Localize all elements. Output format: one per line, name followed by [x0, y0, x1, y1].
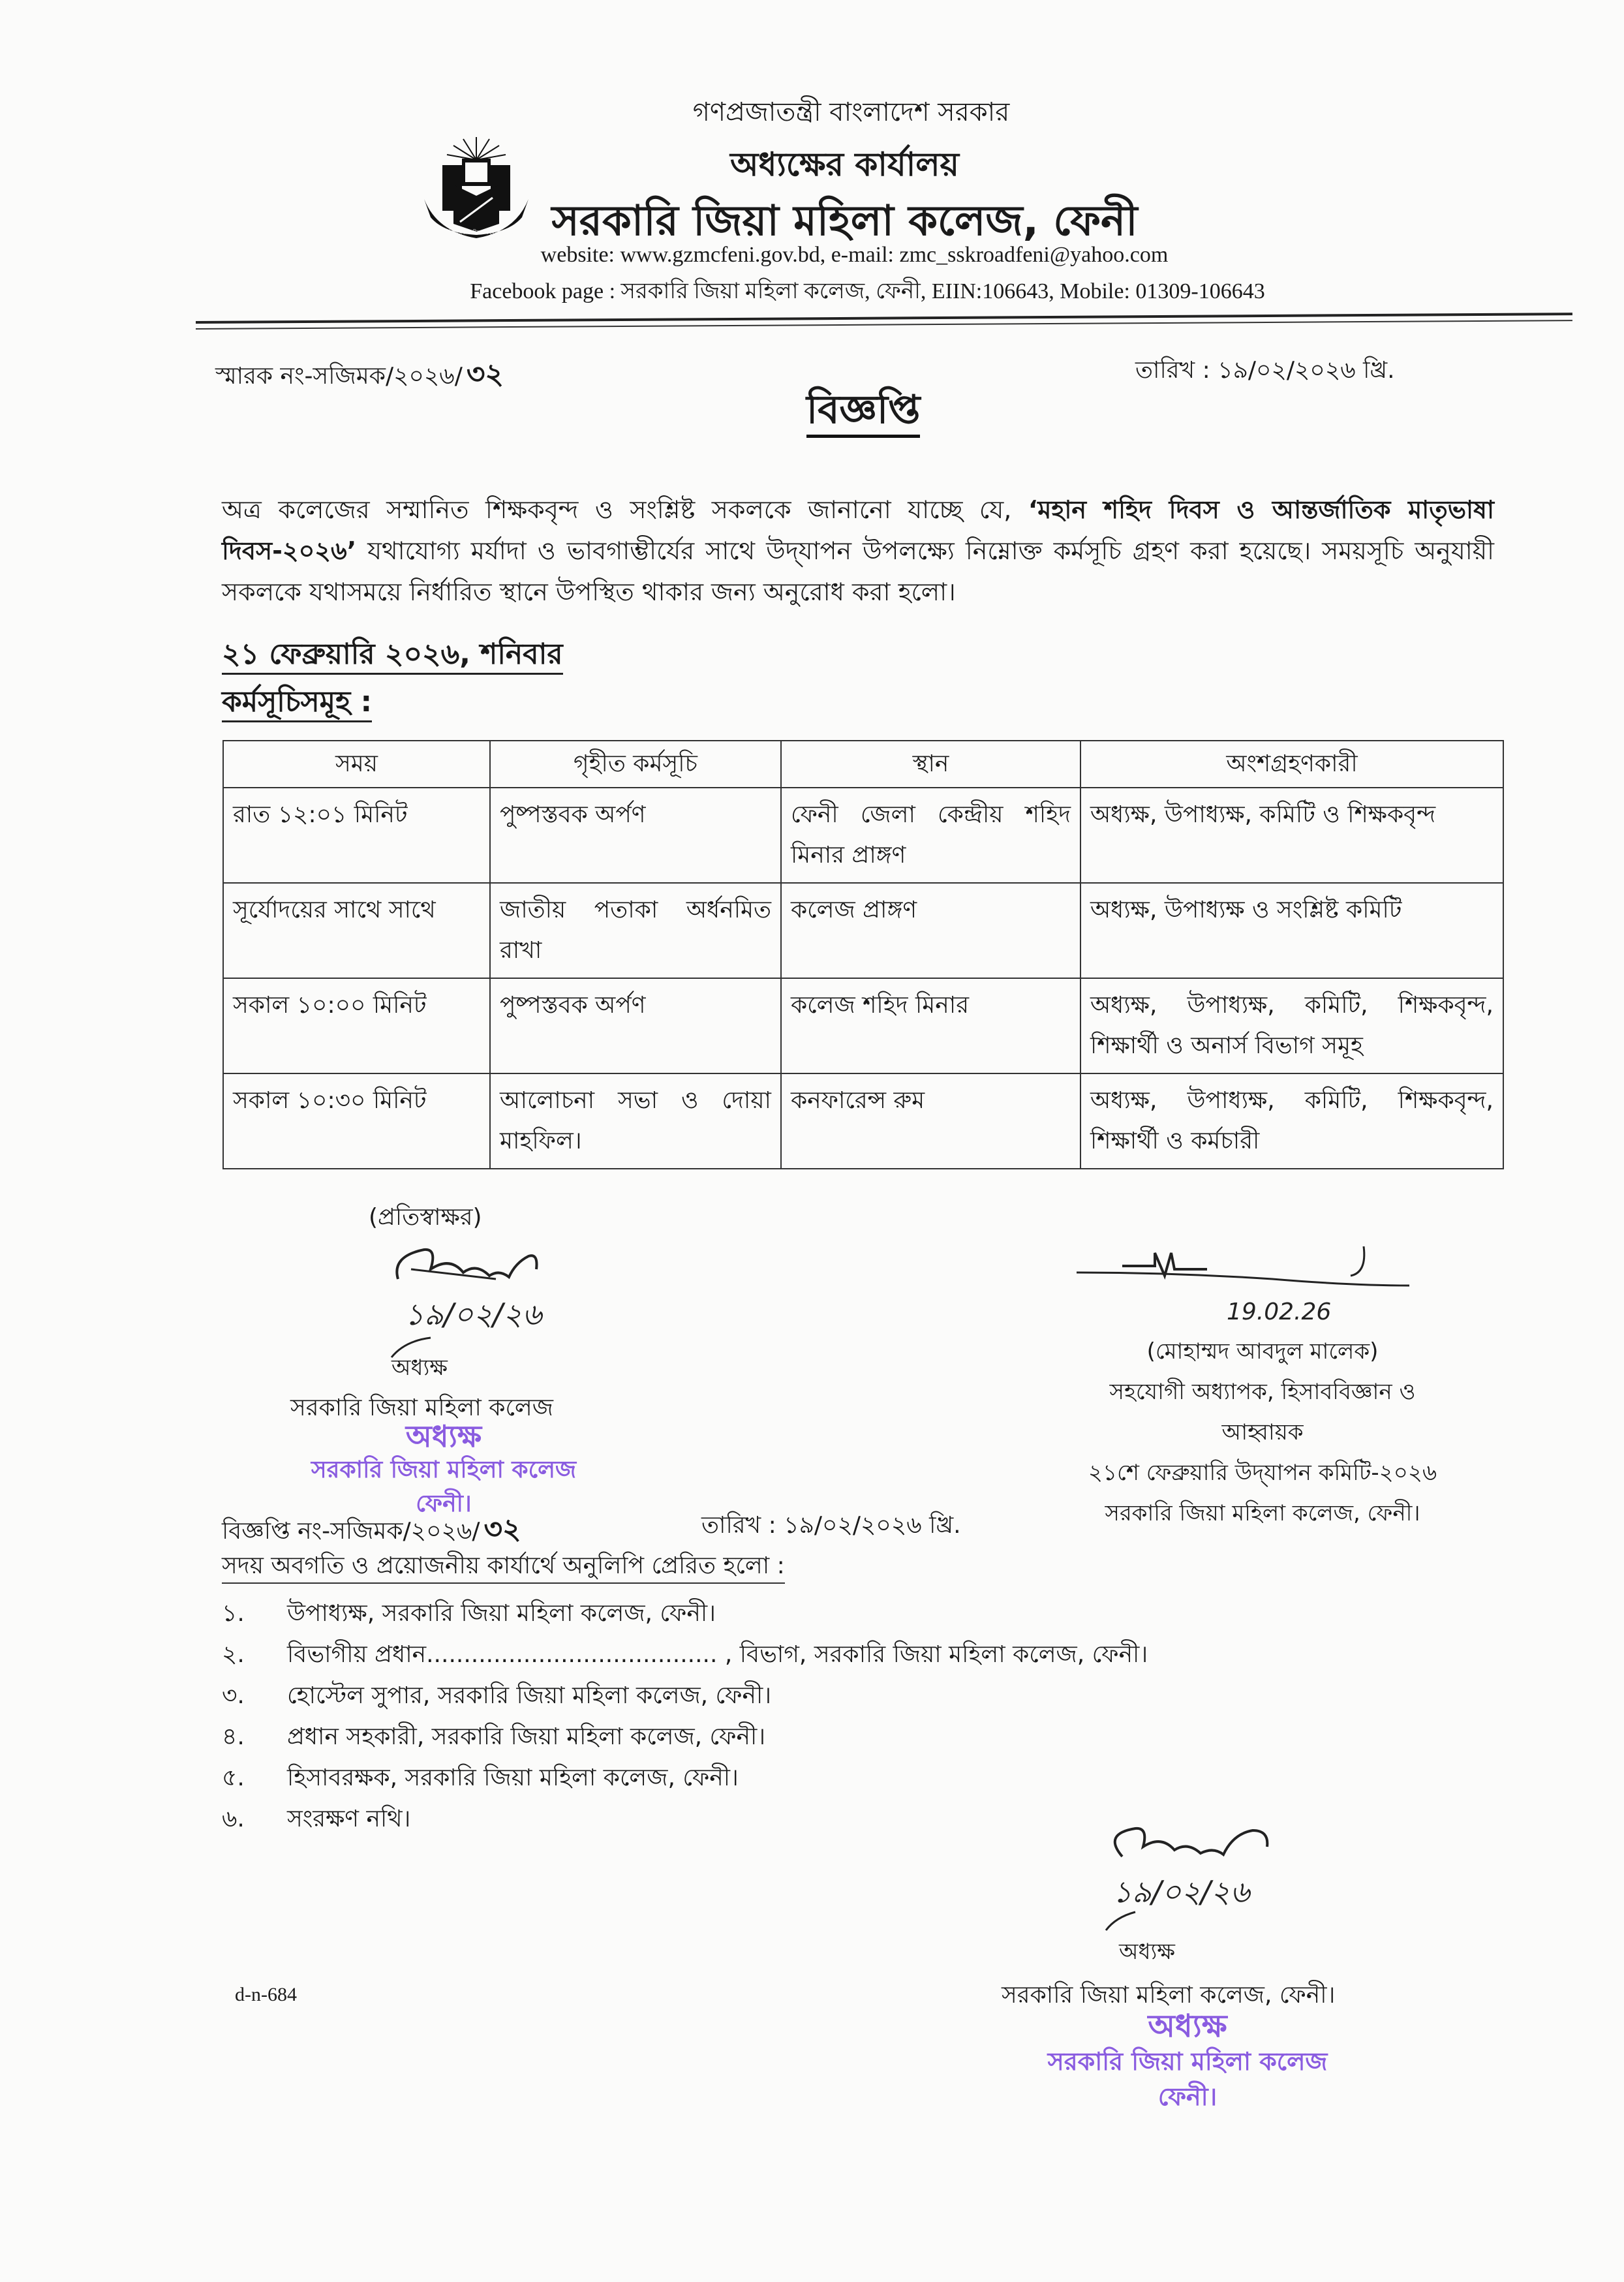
convener-committee: ২১শে ফেব্রুয়ারি উদ্‌যাপন কমিটি-২০২৬ [1088, 1460, 1437, 1486]
item-text: উপাধ্যক্ষ, সরকারি জিয়া মহিলা কলেজ, ফেনী। [287, 1600, 716, 1627]
item-text: হিসাবরক্ষক, সরকারি জিয়া মহিলা কলেজ, ফেনী। [287, 1765, 739, 1791]
principal-signature-icon [1096, 1821, 1279, 1932]
cell-program: জাতীয় পতাকা অর্ধনমিত রাখা [490, 883, 781, 978]
item-number: ৬. [222, 1806, 245, 1832]
cell-venue: কনফারেন্স রুম [781, 1073, 1080, 1169]
cell-program: পুষ্পস্তবক অর্পণ [490, 978, 781, 1073]
item-text: সংরক্ষণ নথি। [287, 1806, 411, 1832]
notice-label: বিজ্ঞপ্তি নং-সজিমক/২০২৬/ [222, 1518, 480, 1545]
cell-time: সূর্যোদয়ের সাথে সাথে [223, 883, 490, 978]
cell-participants: অধ্যক্ষ, উপাধ্যক্ষ, কমিটি, শিক্ষকবৃন্দ, শিক্ষার্থী ও কর্মচারী [1080, 1073, 1503, 1169]
stamp-org: সরকারি জিয়া মহিলা কলেজ [311, 1457, 577, 1483]
cell-program: পুষ্পস্তবক অর্পণ [490, 788, 781, 883]
stamp-title: অধ্যক্ষ [1148, 2008, 1227, 2044]
contact-facebook-mobile: Facebook page : সরকারি জিয়া মহিলা কলেজ, ফেনী, EIIN:106643, Mobile: 01309-106643 [470, 279, 1265, 303]
cell-time: সকাল ১০:৩০ মিনিট [223, 1073, 490, 1169]
item-text: হোস্টেল সুপার, সরকারি জিয়া মহিলা কলেজ, ফেনী। [287, 1682, 772, 1709]
convener-signature-icon [1077, 1240, 1416, 1299]
programs-heading: কর্মসূচিসমূহ : [222, 684, 372, 722]
convener-role: আহ্বায়ক [1221, 1419, 1304, 1445]
cell-participants: অধ্যক্ষ, উপাধ্যক্ষ ও সংশ্লিষ্ট কমিটি [1080, 883, 1503, 978]
convener-signature-date: 19.02.26 [1227, 1299, 1332, 1325]
body-event: ‘মহান শহিদ দিবস ও আন্তর্জাতিক মাতৃভাষা দিবস-২০২৬’ [222, 495, 1495, 565]
stamp-org: সরকারি জিয়া মহিলা কলেজ [1047, 2047, 1328, 2076]
government-name: গণপ্রজাতন্ত্রী বাংলাদেশ সরকার [692, 97, 1010, 127]
countersign-label: (প্রতিস্বাক্ষর) [369, 1204, 482, 1231]
list-item [222, 1637, 1148, 1678]
cell-participants: অধ্যক্ষ, উপাধ্যক্ষ, কমিটি, শিক্ষকবৃন্দ, শিক্ষার্থী ও অনার্স বিভাগ সমূহ [1080, 978, 1503, 1073]
principal-org: সরকারি জিয়া মহিলা কলেজ, ফেনী। [1002, 1982, 1336, 2009]
notice-title: বিজ্ঞপ্তি [806, 386, 920, 438]
notice-body [222, 489, 1494, 613]
countersign-org: সরকারি জিয়া মহিলা কলেজ [290, 1395, 553, 1421]
item-number: ১. [222, 1600, 245, 1627]
column-header-program: গৃহীত কর্মসূচি [490, 741, 781, 788]
notice-date: তারিখ : ১৯/০২/২০২৬ খ্রি. [701, 1512, 961, 1539]
event-date-heading: ২১ ফেব্রুয়ারি ২০২৬, শনিবার [222, 636, 563, 675]
list-item [222, 1801, 1148, 1842]
item-text: প্রধান সহকারী, সরকারি জিয়া মহিলা কলেজ, ফেনী। [287, 1723, 766, 1750]
document-id: d-n-684 [235, 1984, 297, 2005]
column-header-time: সময় [223, 741, 490, 788]
table-row [223, 788, 1503, 883]
cell-time: সকাল ১০:০০ মিনিট [223, 978, 490, 1073]
item-text: বিভাগীয় প্রধান....................................... , বিভাগ, সরকারি জিয়া মহিলা কলেজ, ফেনী। [287, 1641, 1148, 1668]
notice-number: ৩২ [483, 1513, 521, 1546]
cell-venue: ফেনী জেলা কেন্দ্রীয় শহিদ মিনার প্রাঙ্গণ [781, 788, 1080, 883]
principal-signature-icon [385, 1243, 555, 1361]
principal-stamp [281, 1419, 607, 1521]
column-header-participants: অংশগ্রহণকারী [1080, 741, 1503, 788]
body-intro: অত্র কলেজের সম্মানিত শিক্ষকবৃন্দ ও সংশ্লিষ্ট সকলকে জানানো যাচ্ছে যে, [222, 495, 1028, 524]
memo-number: ৩২ [466, 358, 504, 391]
list-item [222, 1678, 1148, 1719]
table-row [223, 883, 1503, 978]
convener-org: সরকারি জিয়া মহিলা কলেজ, ফেনী। [1105, 1500, 1420, 1526]
memo-label: স্মারক নং-সজিমক/২০২৬/ [215, 363, 463, 390]
office-name: অধ্যক্ষের কার্যালয় [730, 146, 959, 183]
cell-venue: কলেজ প্রাঙ্গণ [781, 883, 1080, 978]
item-number: ৩. [222, 1682, 245, 1709]
item-number: ৪. [222, 1723, 245, 1750]
cell-program: আলোচনা সভা ও দোয়া মাহফিল। [490, 1073, 781, 1169]
notice-reference [222, 1507, 521, 1555]
list-item [222, 1719, 1148, 1760]
memo-date: তারিখ : ১৯/০২/২০২৬ খ্রি. [1135, 357, 1395, 384]
logo-text: সরকারি জিয়া মহিলা কলেজ, ফেনী [435, 230, 517, 236]
cell-participants: অধ্যক্ষ, উপাধ্যক্ষ, কমিটি ও শিক্ষকবৃন্দ [1080, 788, 1503, 883]
table-row [223, 978, 1503, 1073]
item-number: ২. [222, 1641, 245, 1668]
convener-details [1018, 1331, 1507, 1534]
cell-time: রাত ১২:০১ মিনিট [223, 788, 490, 883]
cell-venue: কলেজ শহিদ মিনার [781, 978, 1080, 1073]
table-header-row [223, 741, 1503, 788]
program-schedule-table [222, 740, 1504, 1169]
contact-website-email: website: www.gzmcfeni.gov.bd, e-mail: zmc_sskroadfeni@yahoo.com [540, 243, 1169, 267]
principal-title: অধ্যক্ষ [1119, 1939, 1175, 1965]
table-row [223, 1073, 1503, 1169]
item-number: ৫. [222, 1765, 245, 1791]
memo-reference [215, 352, 504, 400]
stamp-place: ফেনী। [416, 1490, 472, 1517]
convener-designation: সহযোগী অধ্যাপক, হিসাববিজ্ঞান ও [1109, 1379, 1416, 1405]
copy-to-heading: সদয় অবগতি ও প্রয়োজনীয় কার্যার্থে অনুলিপি প্রেরিত হলো : [222, 1550, 785, 1584]
stamp-place: ফেনী। [1157, 2082, 1218, 2111]
distribution-list [222, 1596, 1148, 1842]
list-item [222, 1596, 1148, 1637]
countersign-signature-date: ১৯/০২/২৬ [405, 1297, 542, 1332]
college-name: সরকারি জিয়া মহিলা কলেজ, ফেনী [551, 197, 1138, 245]
countersign-title: অধ্যক্ষ [391, 1355, 448, 1381]
column-header-venue: স্থান [781, 741, 1080, 788]
principal-signature-date: ১৯/০২/২৬ [1112, 1874, 1250, 1909]
principal-stamp [1005, 2009, 1370, 2114]
list-item [222, 1760, 1148, 1801]
convener-name: (মোহাম্মদ আবদুল মালেক) [1146, 1338, 1379, 1365]
body-rest: যথাযোগ্য মর্যাদা ও ভাবগাম্ভীর্যের সাথে উদ্‌যাপন উপলক্ষ্যে নিম্নোক্ত কর্মসূচি গ্রহণ করা হয়েছে। সময়সূচি অনুযায়ী সকলকে যথাসময়ে নির্ধারিত স্থানে উপস্থিত থাকার জন্য অনুরোধ করা হলো। [222, 536, 1494, 606]
stamp-title: অধ্যক্ষ [405, 1419, 482, 1454]
